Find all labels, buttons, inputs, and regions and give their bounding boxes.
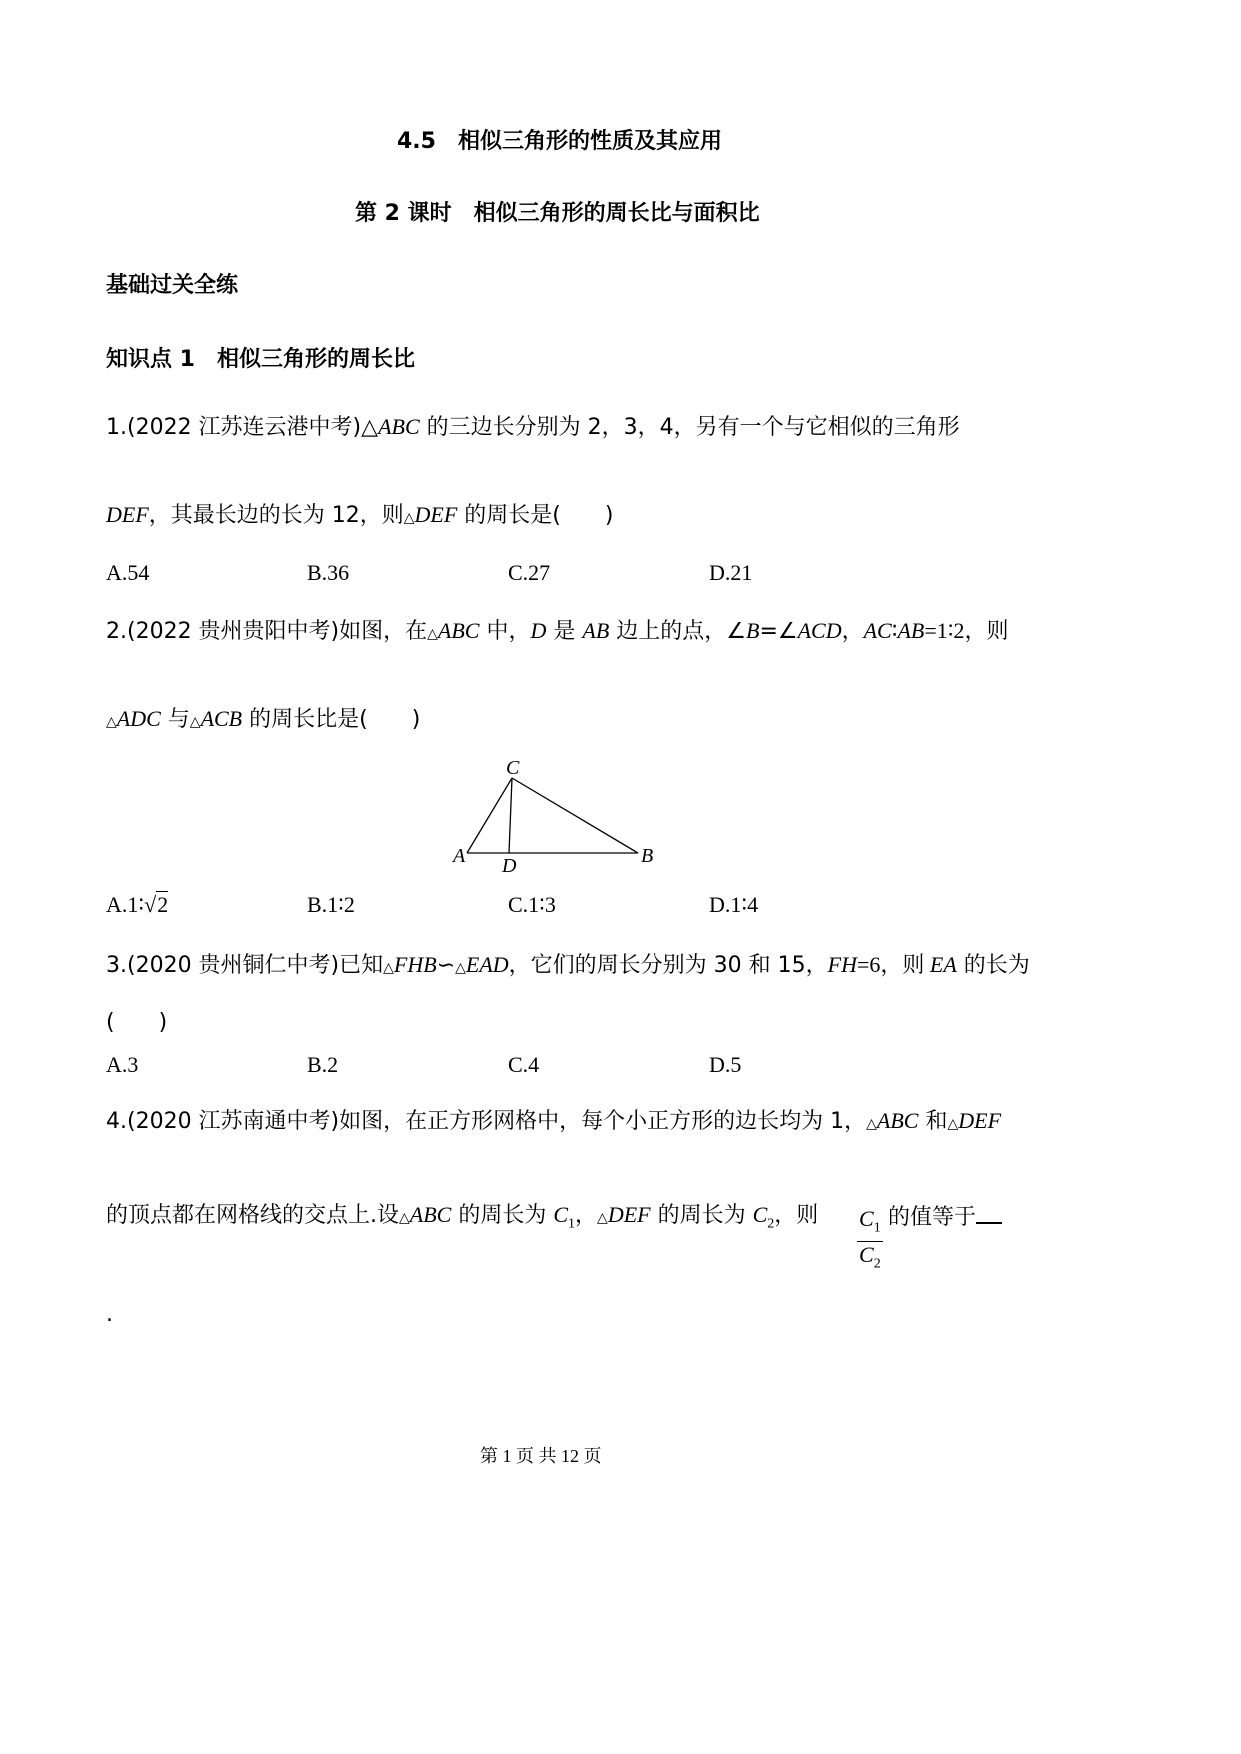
q2-line1 bbox=[106, 616, 1009, 649]
q3-option-d: D.5 bbox=[709, 1052, 742, 1077]
q2-option-d: D.1∶4 bbox=[709, 892, 759, 917]
section-heading: 基础过关全练 bbox=[106, 273, 239, 298]
frac-num-sub: 1 bbox=[873, 1220, 881, 1236]
q1-line2 bbox=[106, 500, 613, 533]
q1-line1 bbox=[106, 412, 960, 443]
q1-text-2: 的三边长分别为 2，3，4，另有一个与它相似的三角形 bbox=[419, 415, 960, 440]
q2-option-a-radicand: 2 bbox=[157, 892, 169, 917]
q2-tri-adc: ADC bbox=[116, 706, 161, 731]
q2-text-5: =∠ bbox=[759, 619, 798, 644]
q1-tri-def-2: DEF bbox=[414, 502, 458, 527]
q4-tri-abc-2: ABC bbox=[409, 1202, 452, 1227]
q3-paren: ( ) bbox=[106, 1010, 168, 1035]
q2-tri-abc: ABC bbox=[437, 618, 480, 643]
triangle-icon: △ bbox=[399, 1210, 410, 1226]
q2-text-6: ， bbox=[841, 619, 864, 644]
q4-line1 bbox=[106, 1106, 1001, 1139]
label-c: C bbox=[506, 757, 520, 779]
q4-text-4: 的周长为 bbox=[451, 1203, 554, 1228]
q1-tri-abc: ABC bbox=[378, 414, 420, 439]
triangle-icon: △ bbox=[455, 960, 466, 976]
q2-text-8: =1∶2，则 bbox=[924, 618, 1009, 643]
q4-text-5: ， bbox=[575, 1203, 598, 1228]
q3-text: 3.(2020 贵州铜仁中考)已知 bbox=[106, 953, 384, 978]
q2-angle-acd: ACD bbox=[797, 618, 842, 643]
q1-option-b: B.36 bbox=[307, 560, 350, 585]
q3-option-a: A.3 bbox=[106, 1052, 139, 1077]
q2-text: 2.(2022 贵州贵阳中考)如图，在 bbox=[106, 619, 428, 644]
q2-text-10: 的周长比是( ) bbox=[242, 707, 421, 732]
q3-option-b: B.2 bbox=[307, 1052, 339, 1077]
side-cb bbox=[512, 778, 638, 853]
q2-seg-ab-2: AB bbox=[897, 618, 925, 643]
similar-icon: ∽ bbox=[436, 953, 456, 978]
label-d: D bbox=[502, 855, 517, 877]
q2-text-7: ∶ bbox=[891, 619, 898, 644]
q2-option-c: C.1∶3 bbox=[508, 892, 556, 917]
frac-den-c: C bbox=[859, 1242, 874, 1268]
fraction-numerator bbox=[857, 1206, 883, 1242]
q2-angle-b: B bbox=[745, 618, 760, 643]
triangle-icon: △ bbox=[383, 960, 394, 976]
q4-line2 bbox=[106, 1200, 818, 1239]
q4-line2-end bbox=[888, 1200, 1002, 1233]
q1-option-d: D.21 bbox=[709, 560, 753, 585]
label-a: A bbox=[453, 845, 466, 867]
sqrt-icon: √ bbox=[144, 892, 157, 917]
q2-triangle-figure bbox=[440, 750, 670, 885]
fraction bbox=[857, 1206, 883, 1278]
q4-text-2: 和 bbox=[918, 1109, 948, 1134]
q4-tri-abc: ABC bbox=[876, 1108, 919, 1133]
triangle-icon: △ bbox=[189, 714, 201, 730]
q3-text-2: ，它们的周长分别为 30 和 15， bbox=[508, 953, 828, 978]
q2-text-4: 边上的点，∠ bbox=[609, 619, 746, 644]
q1-option-c: C.27 bbox=[508, 560, 551, 585]
q4-tri-def: DEF bbox=[958, 1108, 1002, 1133]
q2-seg-ac: AC bbox=[863, 618, 892, 643]
q2-option-b: B.1∶2 bbox=[307, 892, 355, 917]
q4-text-7: ，则 bbox=[774, 1203, 819, 1228]
q4-period: . bbox=[106, 1302, 113, 1327]
q3-tri-ead: EAD bbox=[465, 952, 509, 977]
q2-tri-acb: ACB bbox=[200, 706, 243, 731]
segment-cd bbox=[509, 778, 512, 853]
q2-point-d: D bbox=[530, 618, 547, 643]
q4-text: 4.(2020 江苏南通中考)如图，在正方形网格中，每个小正方形的边长均为 1， bbox=[106, 1109, 867, 1134]
fraction-denominator bbox=[857, 1242, 883, 1277]
q4-text-6: 的周长为 bbox=[650, 1203, 753, 1228]
q1-text-3: ，其最长边的长为 12，则 bbox=[148, 503, 404, 528]
answer-blank[interactable] bbox=[976, 1200, 1002, 1224]
q3-text-4: 的长为 bbox=[956, 953, 1030, 978]
q1-option-a: A.54 bbox=[106, 560, 150, 585]
q3-line1 bbox=[106, 950, 1030, 983]
label-b: B bbox=[641, 845, 654, 867]
triangle-icon: △ bbox=[866, 1116, 877, 1132]
q2-seg-ab: AB bbox=[582, 618, 610, 643]
triangle-icon: △ bbox=[597, 1210, 608, 1226]
q2-text-2: 中， bbox=[479, 619, 531, 644]
q3-seg-ea: EA bbox=[929, 952, 957, 977]
q1-text: 1.(2022 江苏连云港中考)△ bbox=[106, 415, 379, 440]
lesson-title: 第 2 课时 相似三角形的周长比与面积比 bbox=[355, 201, 760, 226]
q2-option-a bbox=[106, 892, 168, 918]
q4-fraction bbox=[855, 1206, 885, 1278]
q1-text-4: 的周长是( ) bbox=[457, 503, 614, 528]
page-footer: 第 1 页 共 12 页 bbox=[480, 1446, 602, 1466]
triangle-icon: △ bbox=[427, 626, 438, 642]
q4-tri-def-2: DEF bbox=[607, 1202, 651, 1227]
q3-option-c: C.4 bbox=[508, 1052, 540, 1077]
q3-tri-fhb: FHB bbox=[393, 952, 437, 977]
side-ac bbox=[467, 778, 512, 853]
q4-c1-sub: 1 bbox=[568, 1216, 576, 1232]
q3-seg-fh: FH bbox=[827, 952, 857, 977]
q2-text-3: 是 bbox=[546, 619, 583, 644]
q3-text-3: =6，则 bbox=[856, 952, 930, 977]
q1-tri-def: DEF bbox=[106, 502, 149, 527]
q4-text-3: 的顶点都在网格线的交点上.设 bbox=[106, 1203, 399, 1228]
frac-den-sub: 2 bbox=[873, 1256, 881, 1272]
triangle-icon: △ bbox=[106, 714, 117, 730]
q4-c1: C bbox=[553, 1202, 569, 1227]
q4-c2: C bbox=[752, 1202, 768, 1227]
triangle-icon: △ bbox=[403, 510, 415, 526]
q2-text-9: 与 bbox=[160, 707, 190, 732]
chapter-title: 4.5 相似三角形的性质及其应用 bbox=[397, 129, 722, 154]
knowledge-point-heading: 知识点 1 相似三角形的周长比 bbox=[106, 347, 415, 372]
q4-text-8: 的值等于 bbox=[888, 1205, 977, 1230]
q4-c2-sub: 2 bbox=[767, 1216, 775, 1232]
q2-line2 bbox=[106, 704, 420, 737]
frac-num-c: C bbox=[859, 1206, 874, 1231]
triangle-icon: △ bbox=[947, 1116, 959, 1132]
q2-option-a-text: A.1∶ bbox=[106, 892, 145, 917]
